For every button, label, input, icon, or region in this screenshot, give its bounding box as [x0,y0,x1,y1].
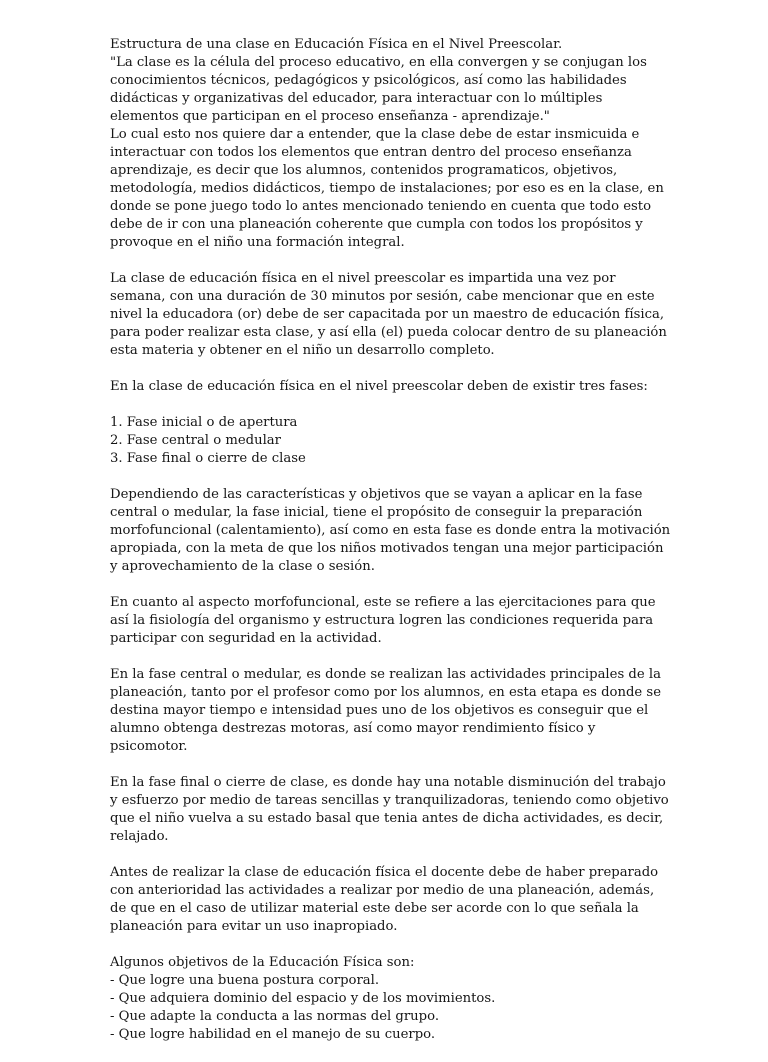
text-line: planeación, tanto por el profesor como por los alumnos, en esta etapa es donde se [110,685,661,700]
text-line: En la fase central o medular, es donde se realizan las actividades principales de la [110,667,661,682]
text-line: - Que logre una buena postura corporal. [110,973,380,988]
text-line: y esfuerzo por medio de tareas sencillas y tranquilizadoras, teniendo como objetivo [110,793,669,808]
text-line: "La clase es la célula del proceso educativo, en ella convergen y se conjugan los [110,55,647,70]
paragraph [110,378,670,396]
text-line: aprendizaje, es decir que los alumnos, contenidos programaticos, objetivos, [110,163,618,178]
text-line: 1. Fase inicial o de apertura [110,415,298,430]
paragraph [110,954,670,1044]
text-line: En la fase final o cierre de clase, es donde hay una notable disminución del trabajo [110,775,666,790]
text-line: 2. Fase central o medular [110,433,281,448]
paragraph [110,414,670,468]
paragraph [110,486,670,576]
text-line: psicomotor. [110,739,188,754]
text-line: didácticas y organizativas del educador, para interactuar con lo múltiples [110,91,603,106]
document-body [110,36,670,1062]
text-line: elementos que participan en el proceso enseñanza - aprendizaje." [110,109,550,124]
paragraph [110,270,670,360]
text-line: nivel la educadora (or) debe de ser capacitada por un maestro de educación física, [110,307,665,322]
paragraph [110,864,670,936]
text-line: planeación para evitar un uso inapropiado. [110,919,398,934]
paragraph [110,594,670,648]
text-line: así la fisiología del organismo y estructura logren las condiciones requerida para [110,613,654,628]
text-line: La clase de educación física en el nivel preescolar es impartida una vez por [110,271,616,286]
text-line: interactuar con todos los elementos que entran dentro del proceso enseñanza [110,145,632,160]
text-line: provoque en el niño una formación integral. [110,235,405,250]
text-line: para poder realizar esta clase, y así ella (el) pueda colocar dentro de su planeación [110,325,667,340]
text-line: destina mayor tiempo e intensidad pues uno de los objetivos es conseguir que el [110,703,649,718]
text-line: que el niño vuelva a su estado basal que tenia antes de dicha actividades, es decir, [110,811,664,826]
text-line: morfofuncional (calentamiento), así como en esta fase es donde entra la motivación [110,523,671,538]
text-line: - Que adquiera dominio del espacio y de los movimientos. [110,991,496,1006]
paragraph [110,774,670,846]
document-title: Estructura de una clase en Educación Física en el Nivel Preescolar. [110,37,563,52]
text-line: central o medular, la fase inicial, tiene el propósito de conseguir la preparación [110,505,643,520]
paragraph [110,666,670,756]
text-line: Dependiendo de las características y objetivos que se vayan a aplicar en la fase [110,487,643,502]
text-line: esta materia y obtener en el niño un desarrollo completo. [110,343,495,358]
text-line: Antes de realizar la clase de educación física el docente debe de haber preparado [110,865,659,880]
text-line: En la clase de educación física en el nivel preescolar deben de existir tres fases: [110,379,648,394]
text-line: 3. Fase final o cierre de clase [110,451,306,466]
text-line: participar con seguridad en la actividad. [110,631,382,646]
paragraph [110,36,670,252]
text-line: apropiada, con la meta de que los niños motivados tengan una mejor participación [110,541,664,556]
text-line: debe de ir con una planeación coherente que cumpla con todos los propósitos y [110,217,643,232]
text-line: - Que adapte la conducta a las normas del grupo. [110,1009,440,1024]
text-line: alumno obtenga destrezas motoras, así como mayor rendimiento físico y [110,721,596,736]
text-line: relajado. [110,829,169,844]
text-line: de que en el caso de utilizar material este debe ser acorde con lo que señala la [110,901,639,916]
text-line: En cuanto al aspecto morfofuncional, este se refiere a las ejercitaciones para que [110,595,656,610]
text-line: donde se pone juego todo lo antes mencionado teniendo en cuenta que todo esto [110,199,652,214]
text-line: metodología, medios didácticos, tiempo de instalaciones; por eso es en la clase, en [110,181,664,196]
text-line: y aprovechamiento de la clase o sesión. [110,559,375,574]
text-line: conocimientos técnicos, pedagógicos y psicológicos, así como las habilidades [110,73,627,88]
text-line: con anterioridad las actividades a realizar por medio de una planeación, además, [110,883,655,898]
text-line: Algunos objetivos de la Educación Física son: [110,955,415,970]
text-line: - Que logre habilidad en el manejo de su cuerpo. [110,1027,436,1042]
text-line: semana, con una duración de 30 minutos por sesión, cabe mencionar que en este [110,289,655,304]
text-line: Lo cual esto nos quiere dar a entender, que la clase debe de estar insmicuida e [110,127,640,142]
